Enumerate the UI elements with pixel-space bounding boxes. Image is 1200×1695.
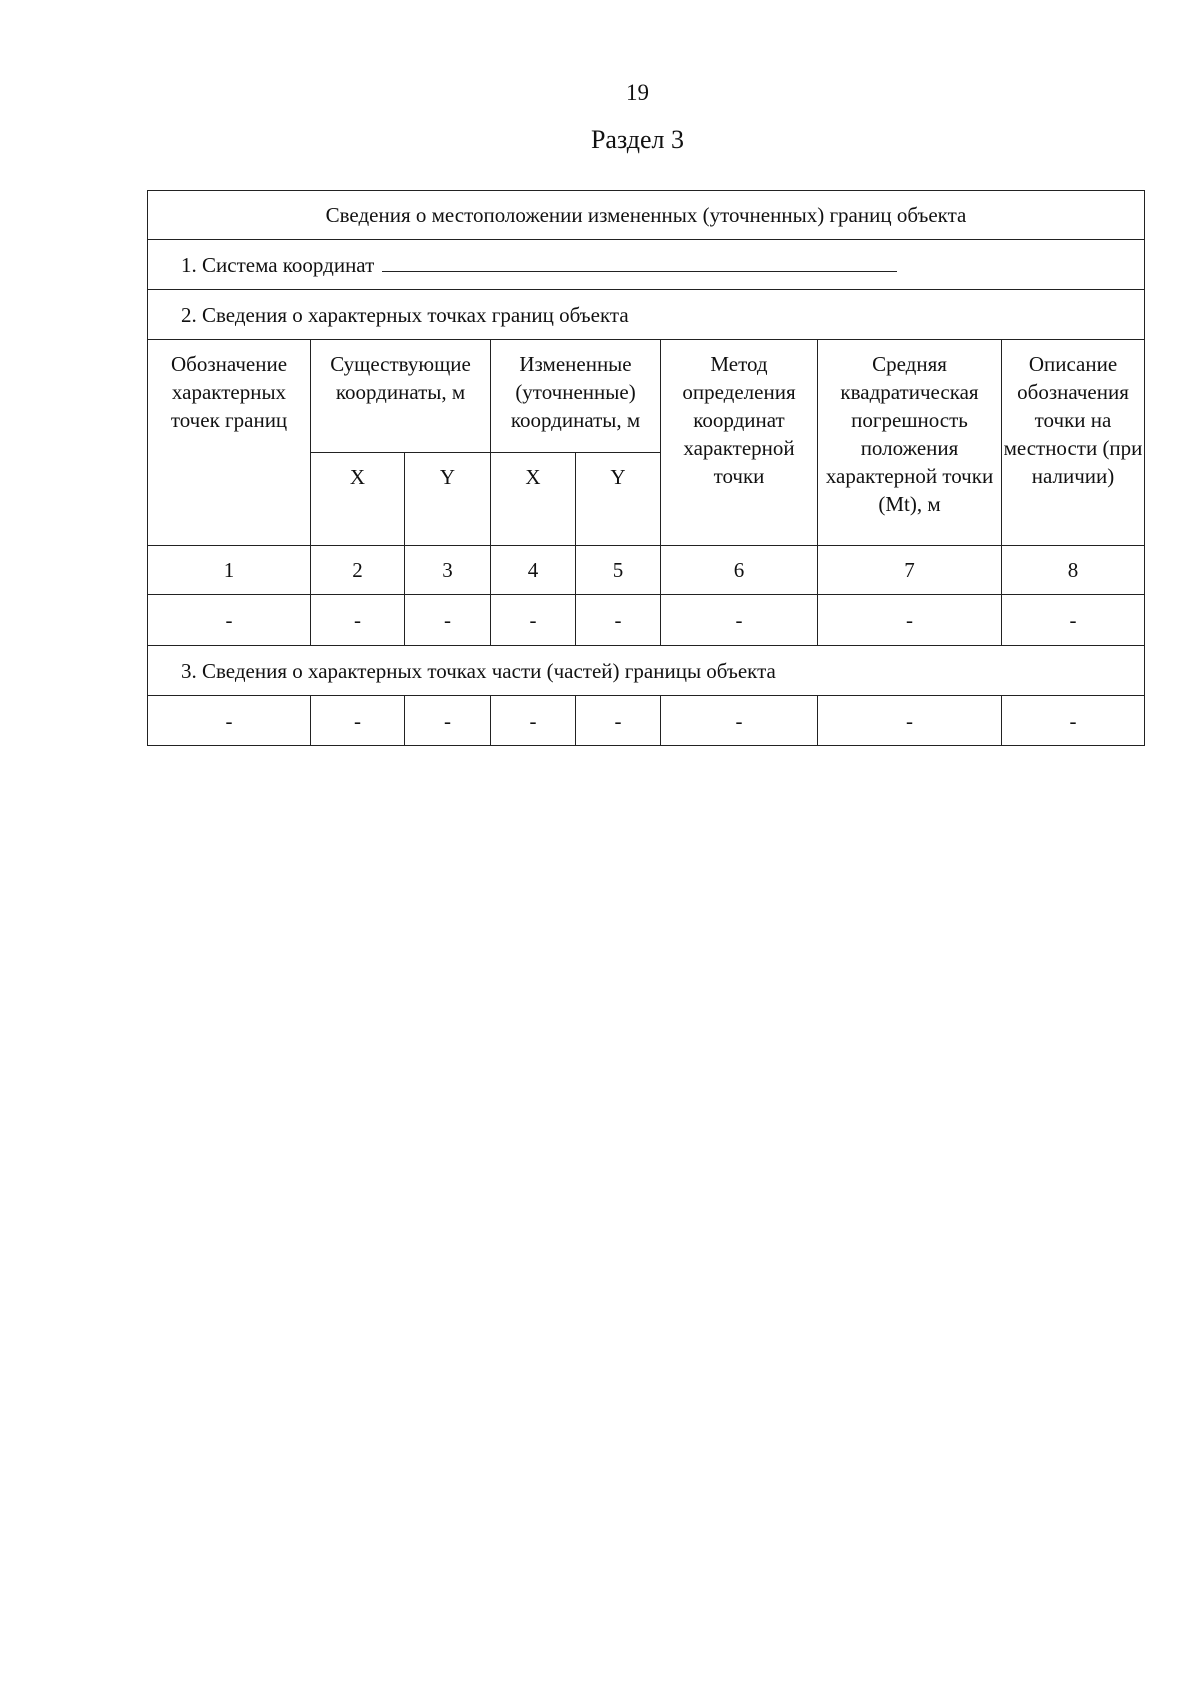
header-changed-coords: Измененные (уточненные) координаты, м — [491, 340, 661, 453]
table-cell: - — [1002, 595, 1145, 646]
column-number: 7 — [818, 546, 1002, 595]
part-points-section-label: 3. Сведения о характерных точках части (частей) границы объекта — [148, 646, 1145, 696]
table-cell: - — [576, 595, 661, 646]
page-number: 19 — [626, 80, 649, 105]
table-cell: - — [818, 696, 1002, 746]
points-section-label: 2. Сведения о характерных точках границ объекта — [148, 290, 1145, 340]
table-cell: - — [661, 595, 818, 646]
header-existing-coords: Существующие координаты, м — [311, 340, 491, 453]
header-changed-y: Y — [576, 453, 661, 546]
table-cell: - — [405, 595, 491, 646]
column-number: 6 — [661, 546, 818, 595]
table-cell: - — [311, 595, 405, 646]
column-numbers-row — [148, 546, 1145, 595]
header-error: Средняя квадратическая погрешность положения характерной точки (Mt), м — [818, 340, 1002, 546]
table-cell: - — [491, 696, 576, 746]
table-cell: - — [1002, 696, 1145, 746]
table-title: Сведения о местоположении измененных (уточненных) границ объекта — [148, 191, 1145, 240]
table-row — [148, 696, 1145, 746]
header-changed-x: X — [491, 453, 576, 546]
coord-system-blank-line — [382, 251, 897, 272]
column-number: 3 — [405, 546, 491, 595]
column-number: 8 — [1002, 546, 1145, 595]
table-cell: - — [661, 696, 818, 746]
table-cell: - — [576, 696, 661, 746]
table-cell: - — [818, 595, 1002, 646]
coord-system-row — [148, 240, 1145, 290]
header-existing-y: Y — [405, 453, 491, 546]
header-description: Описание обозначения точки на местности (при наличии) — [1002, 340, 1145, 546]
column-number: 5 — [576, 546, 661, 595]
table-row — [148, 595, 1145, 646]
table-cell: - — [311, 696, 405, 746]
header-method: Метод определения координат характерной точки — [661, 340, 818, 546]
header-existing-x: X — [311, 453, 405, 546]
table-cell: - — [148, 696, 311, 746]
column-number: 1 — [148, 546, 311, 595]
table-cell: - — [148, 595, 311, 646]
header-designation: Обозначение характерных точек границ — [148, 340, 311, 546]
table-cell: - — [405, 696, 491, 746]
table-cell: - — [491, 595, 576, 646]
section-title: Раздел 3 — [590, 125, 685, 154]
column-number: 4 — [491, 546, 576, 595]
column-number: 2 — [311, 546, 405, 595]
coord-system-label: 1. Система координат — [181, 252, 375, 277]
boundary-points-table — [147, 190, 1145, 746]
